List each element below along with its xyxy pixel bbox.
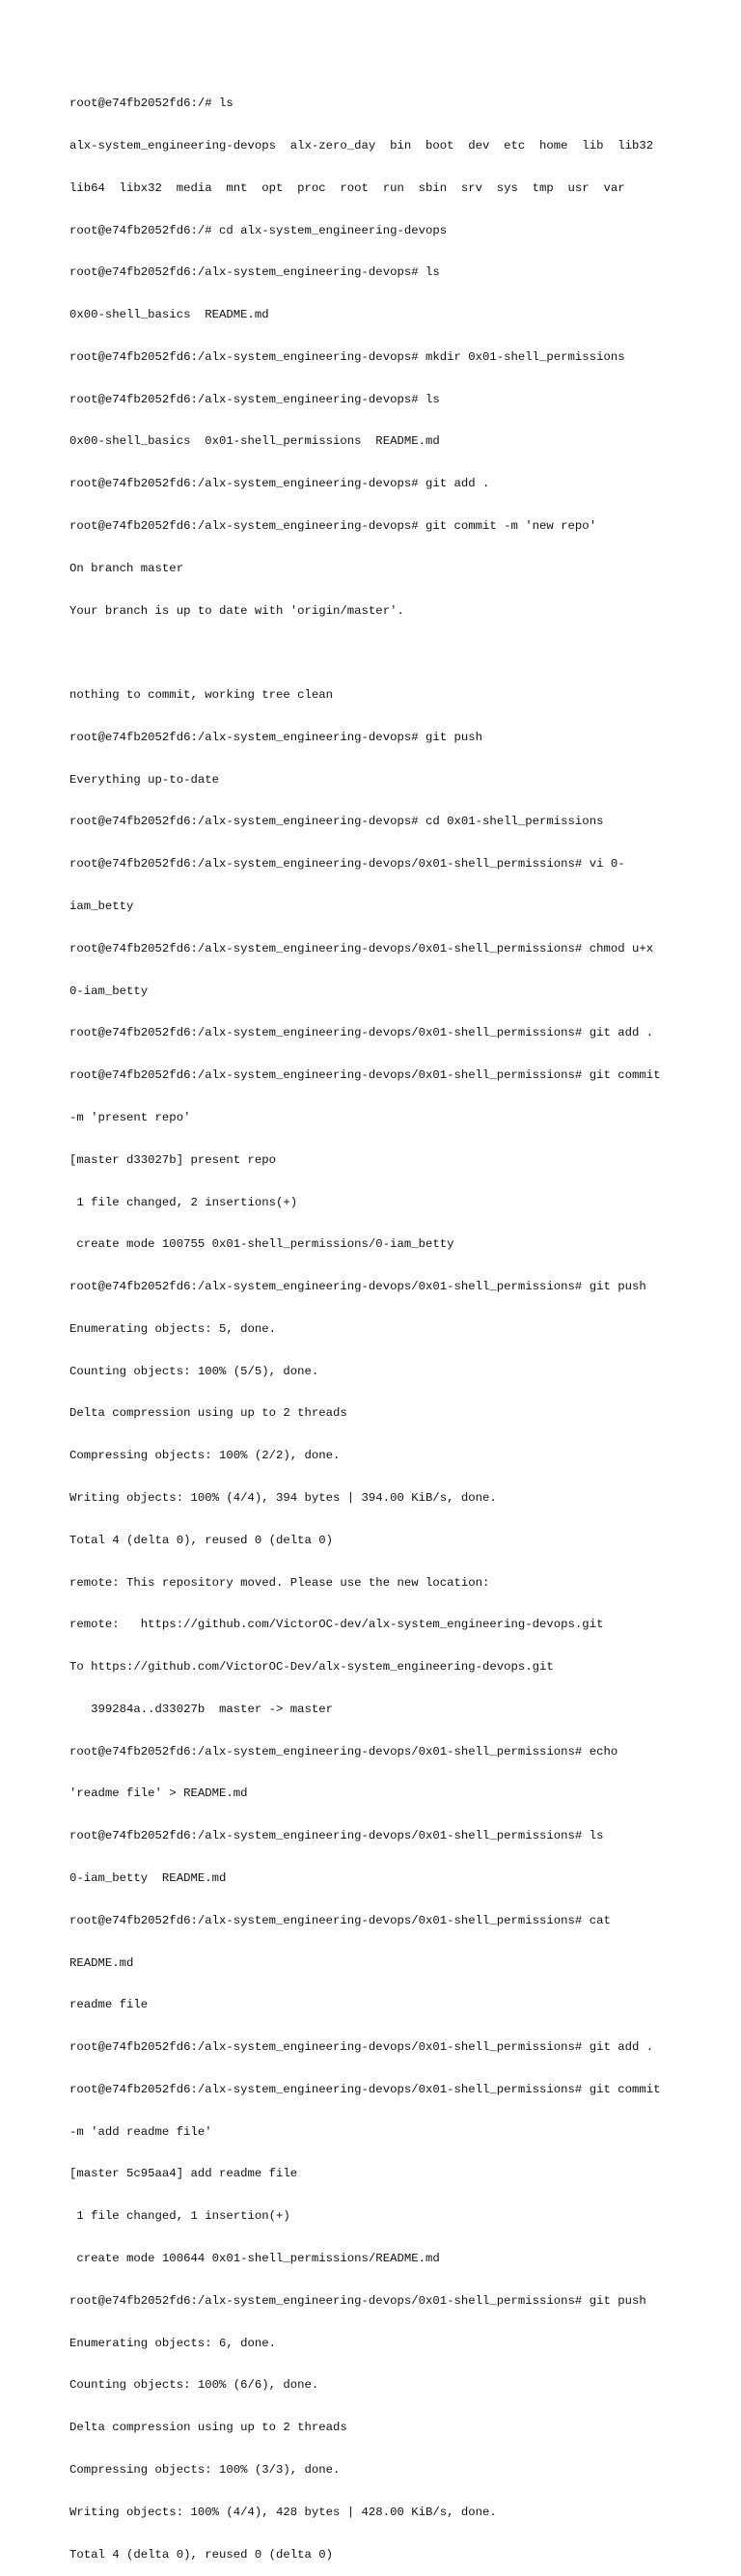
terminal-line [69,646,706,660]
terminal-line: 0-iam_betty [69,983,149,998]
terminal-line: root@e74fb2052fd6:/# cd alx-system_engineering-devops [69,223,448,237]
terminal-line: Counting objects: 100% (6/6), done. [69,2378,319,2393]
terminal-line: [master d33027b] present repo [69,1152,277,1167]
terminal-line: [master 5c95aa4] add readme file [69,2167,298,2181]
terminal-line: root@e74fb2052fd6:/alx-system_engineering-devops# git commit -m 'new repo' [69,519,597,533]
terminal-line: On branch master [69,561,184,575]
terminal-output[interactable] [69,69,706,2576]
terminal-line: Writing objects: 100% (4/4), 394 bytes | 394.00 KiB/s, done. [69,1490,497,1505]
terminal-line: create mode 100644 0x01-shell_permissions/README.md [69,2252,440,2266]
terminal-line: iam_betty [69,900,134,914]
terminal-line: root@e74fb2052fd6:/alx-system_engineering-devops/0x01-shell_permissions# git add . [69,1026,654,1040]
terminal-line: root@e74fb2052fd6:/alx-system_engineering-devops/0x01-shell_permissions# chmod u+x [69,941,654,956]
terminal-line: root@e74fb2052fd6:/alx-system_engineering-devops# mkdir 0x01-shell_permissions [69,349,625,364]
terminal-line: root@e74fb2052fd6:/alx-system_engineering-devops# cd 0x01-shell_permissions [69,815,604,829]
terminal-line: root@e74fb2052fd6:/# ls [69,97,233,111]
terminal-line: 0x00-shell_basics README.md [69,308,269,322]
terminal-line: root@e74fb2052fd6:/alx-system_engineering-devops# git add . [69,477,490,491]
terminal-line: root@e74fb2052fd6:/alx-system_engineering-devops/0x01-shell_permissions# cat [69,1913,611,1927]
terminal-line: Delta compression using up to 2 threads [69,1406,347,1421]
terminal-line: root@e74fb2052fd6:/alx-system_engineering-devops# ls [69,392,440,406]
terminal-line: remote: This repository moved. Please use the new location: [69,1575,490,1590]
terminal-line: Counting objects: 100% (5/5), done. [69,1364,319,1378]
terminal-line: Total 4 (delta 0), reused 0 (delta 0) [69,2547,334,2562]
terminal-line: readme file [69,1998,149,2012]
terminal-line: Everything up-to-date [69,772,219,787]
terminal-line: root@e74fb2052fd6:/alx-system_engineering-devops/0x01-shell_permissions# vi 0- [69,857,625,872]
terminal-line: root@e74fb2052fd6:/alx-system_engineering-devops/0x01-shell_permissions# git push [69,1280,646,1294]
terminal-line: Total 4 (delta 0), reused 0 (delta 0) [69,1533,334,1547]
terminal-line: Enumerating objects: 5, done. [69,1321,277,1336]
terminal-line: Compressing objects: 100% (3/3), done. [69,2462,341,2477]
terminal-line: 0-iam_betty README.md [69,1871,227,1885]
terminal-line: Writing objects: 100% (4/4), 428 bytes | 428.00 KiB/s, done. [69,2505,497,2519]
terminal-line: README.md [69,1955,134,1970]
terminal-line: To https://github.com/VictorOC-Dev/alx-system_engineering-devops.git [69,1660,554,1675]
terminal-line: alx-system_engineering-devops alx-zero_day bin boot dev etc home lib lib32 [69,138,654,152]
terminal-line: 1 file changed, 1 insertion(+) [69,2209,290,2224]
terminal-line: nothing to commit, working tree clean [69,688,334,703]
terminal-line: root@e74fb2052fd6:/alx-system_engineering-devops/0x01-shell_permissions# git push [69,2293,646,2308]
terminal-line: 'readme file' > README.md [69,1787,248,1801]
terminal-line: -m 'present repo' [69,1110,191,1124]
terminal-line: 399284a..d33027b master -> master [69,1702,334,1716]
terminal-line: root@e74fb2052fd6:/alx-system_engineering-devops/0x01-shell_permissions# echo [69,1744,618,1759]
terminal-line: create mode 100755 0x01-shell_permissions/0-iam_betty [69,1237,454,1252]
terminal-line: root@e74fb2052fd6:/alx-system_engineering-devops/0x01-shell_permissions# ls [69,1829,604,1843]
terminal-line: 0x00-shell_basics 0x01-shell_permissions README.md [69,434,440,449]
terminal-line: root@e74fb2052fd6:/alx-system_engineering-devops/0x01-shell_permissions# git add . [69,2040,654,2055]
terminal-line: root@e74fb2052fd6:/alx-system_engineering-devops/0x01-shell_permissions# git commit [69,1068,661,1083]
terminal-line: Compressing objects: 100% (2/2), done. [69,1449,341,1463]
terminal-line: root@e74fb2052fd6:/alx-system_engineering-devops/0x01-shell_permissions# git commit [69,2082,661,2096]
terminal-line: remote: https://github.com/VictorOC-dev/alx-system_engineering-devops.git [69,1618,604,1632]
terminal-line: root@e74fb2052fd6:/alx-system_engineering-devops# ls [69,265,440,280]
terminal-line: Delta compression using up to 2 threads [69,2421,347,2435]
terminal-line: 1 file changed, 2 insertions(+) [69,1195,298,1209]
terminal-line: Your branch is up to date with 'origin/master'. [69,603,404,618]
terminal-line: lib64 libx32 media mnt opt proc root run sbin srv sys tmp usr var [69,180,625,195]
terminal-line: root@e74fb2052fd6:/alx-system_engineering-devops# git push [69,730,483,744]
terminal-line: -m 'add readme file' [69,2124,212,2139]
terminal-line: Enumerating objects: 6, done. [69,2336,277,2350]
